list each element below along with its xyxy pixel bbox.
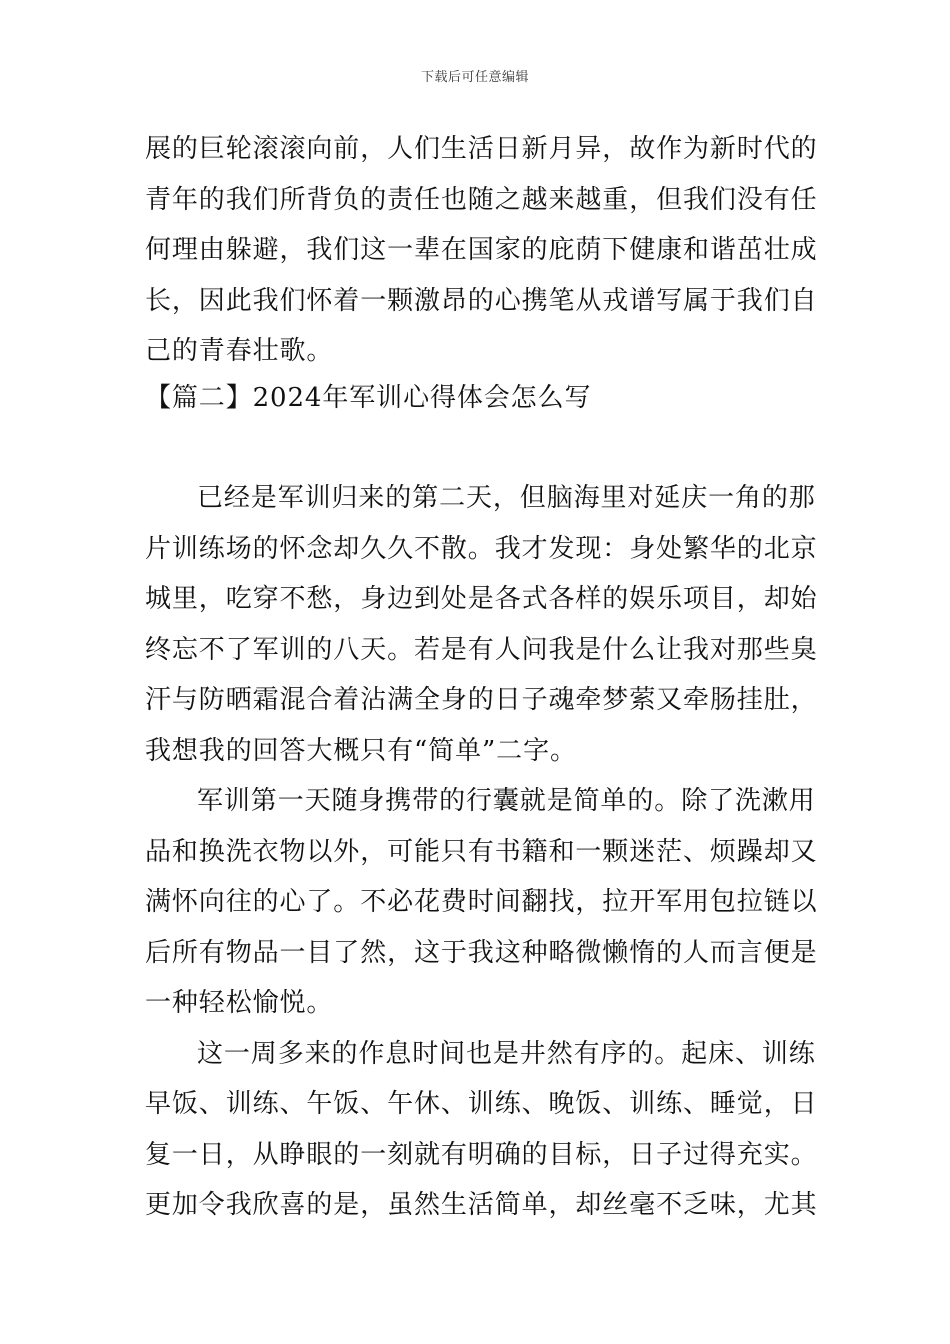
paragraph-line: 汗与防晒霜混合着沾满全身的日子魂牵梦萦又牵肠挂肚，: [145, 685, 818, 715]
paragraph-line: 长，因此我们怀着一颗激昂的心携笔从戎谱写属于我们自: [145, 286, 818, 316]
paragraph-line: 早饭、训练、午饭、午休、训练、晚饭、训练、睡觉，日: [145, 1089, 818, 1119]
paragraph-line: 己的青春壮歌。: [145, 336, 334, 366]
section-heading: 【篇二】2024年军训心得体会怎么写: [145, 383, 592, 413]
paragraph-line: 青年的我们所背负的责任也随之越来越重，但我们没有任: [145, 185, 818, 215]
paragraph-line: 终忘不了军训的八天。若是有人问我是什么让我对那些臭: [145, 635, 818, 665]
paragraph-line: 后所有物品一目了然，这于我这种略微懒惰的人而言便是: [145, 938, 818, 968]
paragraph-line: 这一周多来的作息时间也是井然有序的。起床、训练: [197, 1039, 816, 1069]
paragraph-line: 品和换洗衣物以外，可能只有书籍和一颗迷茫、烦躁却又: [145, 837, 818, 867]
paragraph-line: 一种轻松愉悦。: [145, 988, 334, 1018]
paragraph-line: 城里，吃穿不愁，身边到处是各式各样的娱乐项目，却始: [145, 584, 818, 614]
paragraph-line: 片训练场的怀念却久久不散。我才发现：身处繁华的北京: [145, 534, 818, 564]
paragraph-line: 展的巨轮滚滚向前，人们生活日新月异，故作为新时代的: [145, 134, 818, 164]
paragraph-line: 军训第一天随身携带的行囊就是简单的。除了洗漱用: [197, 786, 816, 816]
paragraph-line: 满怀向往的心了。不必花费时间翻找，拉开军用包拉链以: [145, 887, 818, 917]
paragraph-line: 我想我的回答大概只有“简单”二字。: [145, 736, 577, 766]
paragraph-line: 何理由躲避，我们这一辈在国家的庇荫下健康和谐茁壮成: [145, 235, 818, 265]
paragraph-line: 复一日，从睁眼的一刻就有明确的目标，日子过得充实。: [145, 1140, 818, 1170]
page-header: 下载后可任意编辑: [420, 70, 529, 85]
paragraph-line: 已经是军训归来的第二天，但脑海里对延庆一角的那: [197, 483, 816, 513]
paragraph-line: 更加令我欣喜的是，虽然生活简单，却丝毫不乏味，尤其: [145, 1190, 818, 1220]
